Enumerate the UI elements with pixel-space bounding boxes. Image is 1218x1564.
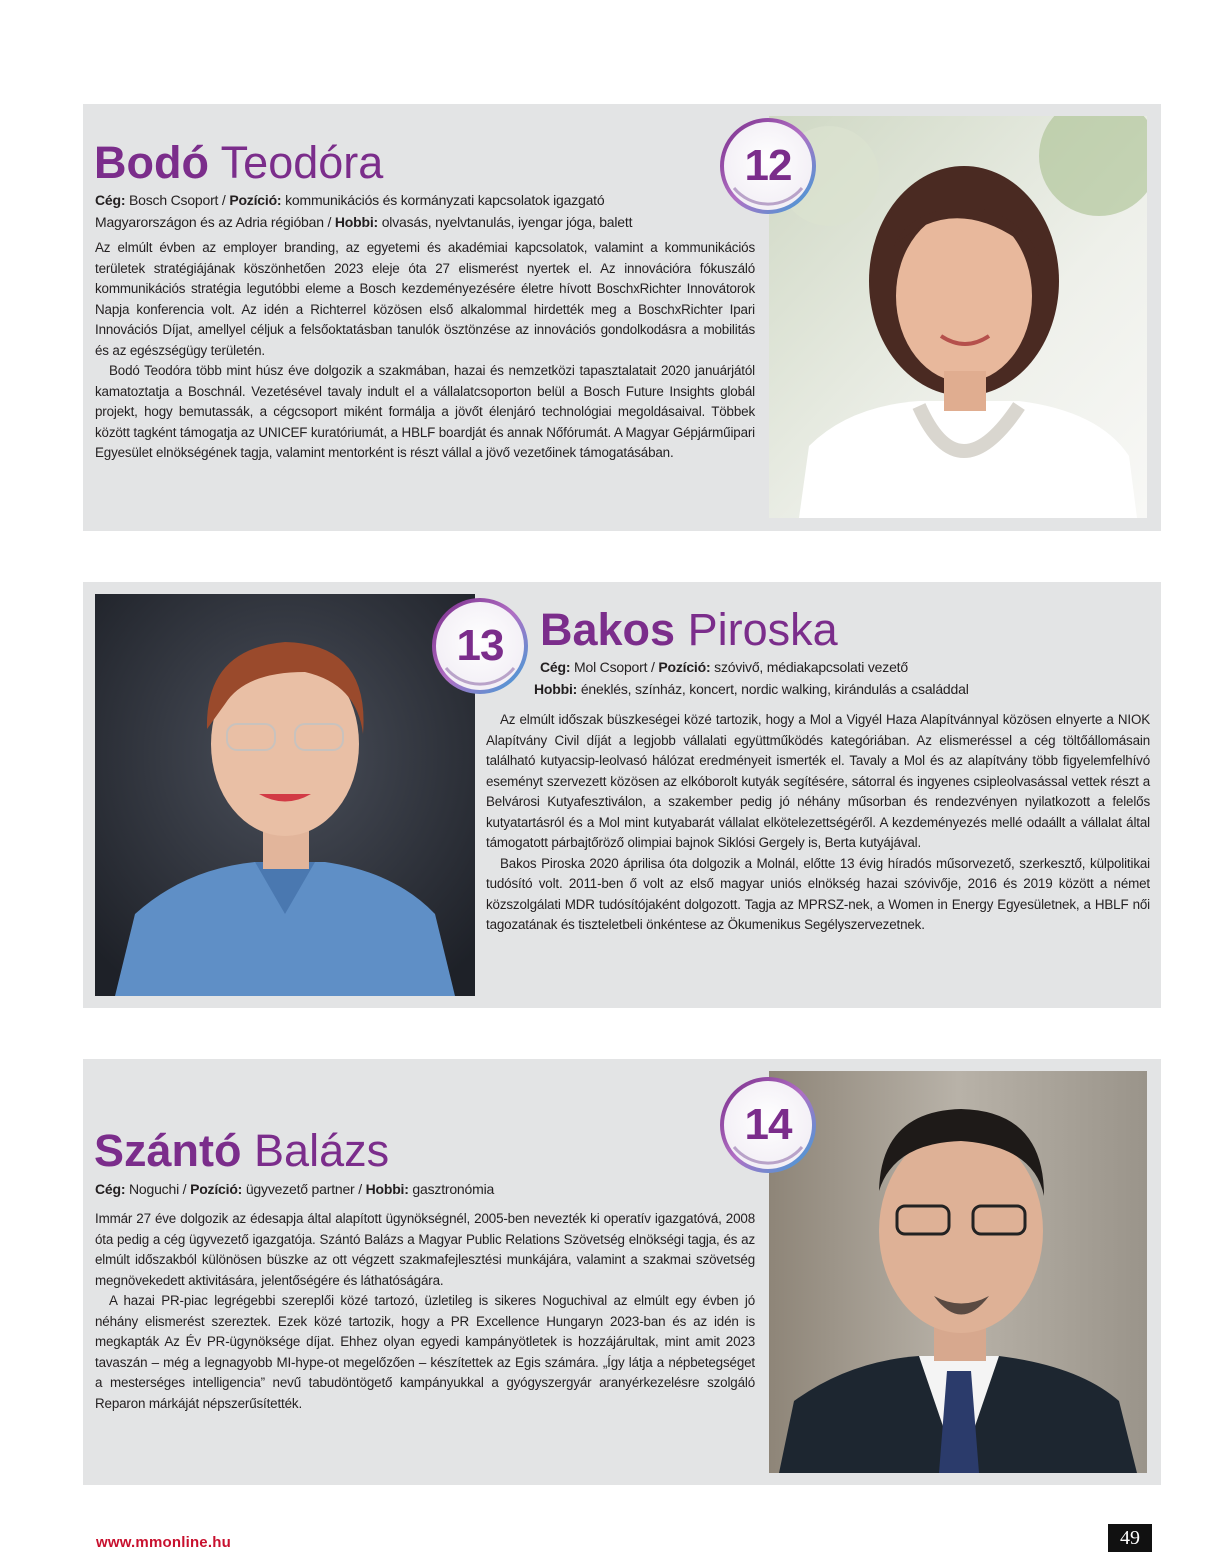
bio-paragraph: Bodó Teodóra több mint húsz éve dolgozik a szakmában, hazai és nemzetközi tapasztalatait 2020 januárjától kamatoztatja a Boschnál. Vezetésével tavaly indult el a vállalatcsoporton belül a Bosch Future Insights globál projekt, hogy bemutassák, a cégcsoport miként formálja a jövőt élenjáró technológiai megoldásaival. Többek között tagként támogatja az UNICEF kuratóriumát, a HBLF boardját és annak Nőfórumát. A Magyar Gépjárműipari Egyesület elnökségének tagja, valamint mentorként is részt vállal a jövő vezetőinek támogatásában.: [95, 363, 755, 460]
meta-line: [95, 1178, 715, 1200]
company-label: Cég:: [540, 659, 571, 675]
person-name: [540, 605, 838, 655]
portrait-photo: [769, 1071, 1147, 1473]
person-name: [94, 138, 383, 188]
person-meta: [95, 189, 715, 233]
meta-line: [95, 211, 715, 233]
bio-text: [95, 238, 755, 464]
meta-line: [540, 656, 1140, 678]
position-label: Pozíció:: [190, 1181, 243, 1197]
hobby-value: éneklés, színház, koncert, nordic walking, kirándulás a családdal: [580, 681, 969, 697]
company-label: Cég:: [95, 192, 126, 208]
surname: Bakos: [540, 604, 676, 655]
rank-number: 13: [456, 621, 504, 670]
bio-paragraph: A hazai PR-piac legrégebbi szereplői közé tartozó, üzletileg is sikeres Noguchival az elmúlt egy évben jó néhány elismerést szereztek. Ezek közé tartozik, hogy a PR Excellence Hungaryn 2023-ban és az idén is megkapták Az Év PR-ügynöksége díjat. Ehhez olyan egyedi kampányötletek is hozzájárultak, mint amit 2023 tavaszán – még a legnagyobb MI-hype-ot megelőzően – készítettek az Egis számára. „Így látja a népbetegséget a mesterséges intelligencia” nevű tabudöntögető kampányukkal a gyógyszergyár aranyérkezelésre szolgáló Reparon márkáját népszerűsítették.: [95, 1293, 755, 1411]
position-value: kommunikációs és kormányzati kapcsolatok igazgató: [285, 192, 605, 208]
profile-card-12: [83, 104, 1161, 531]
rank-number: 14: [744, 1100, 792, 1149]
company-value: Mol Csoport /: [574, 659, 659, 675]
bio-paragraph: Bakos Piroska 2020 áprilisa óta dolgozik a Molnál, előtte 13 évig híradós műsorvezető, szerkesztő, külpolitikai tudósító volt. 2011-ben ő volt az első magyar uniós elnökség hazai szóvivője, 2016 és 2019 között a német közszolgálati MDR tudósítójaként dolgozott. Tagja az MPRSZ-nek, a Women in Energy Egyesületnek, a HBLF női tagozatának és tiszteletbeli önkéntese az Ökumenikus Segélyszervezetnek.: [486, 855, 1150, 932]
website-url[interactable]: www.mmonline.hu: [96, 1534, 231, 1551]
person-meta: [95, 1178, 715, 1200]
hobby-value: olvasás, nyelvtanulás, iyengar jóga, balett: [381, 214, 633, 230]
hobby-value: gasztronómia: [412, 1181, 495, 1197]
page-number: 49: [1108, 1524, 1152, 1552]
surname: Szántó: [94, 1125, 242, 1176]
given-name: Teodóra: [220, 137, 384, 188]
given-name: Balázs: [254, 1125, 390, 1176]
profile-card-14: [83, 1059, 1161, 1485]
meta-line: [95, 189, 715, 211]
company-value: Bosch Csoport /: [129, 192, 230, 208]
company-value: Noguchi /: [129, 1181, 191, 1197]
rank-badge: [428, 594, 532, 698]
portrait-photo: [769, 116, 1147, 518]
bio-paragraph: Az elmúlt évben az employer branding, az egyetemi és akadémiai kapcsolatok, valamint a kommunikációs területek stratégiájának köszönhetően 2023 eleje óta 27 elismerést nyertek el. Az innovációra fókuszáló kommunikációs stratégia legutóbbi eleme a Bosch kezdeményezésére életre hívott BoschxRichter Innovátorok Napja konferencia volt. Az idén a Richterrel közösen első alkalommal hirdették meg a BoschxRichter Ipari Innovációs Díjat, amellyel céljuk a felsőoktatásban tanulók ösztönzése az innovációs gondolkodásra a mobilitás és az egészségügy területén.: [95, 240, 755, 358]
hobby-label: Hobbi:: [334, 214, 378, 230]
company-label: Cég:: [95, 1181, 126, 1197]
bio-text: [95, 1209, 755, 1414]
hobby-label: Hobbi:: [365, 1181, 409, 1197]
rank-number: 12: [744, 141, 792, 190]
person-meta: [534, 656, 1140, 700]
position-value-cont: Magyarországon és az Adria régióban /: [95, 214, 335, 230]
profile-card-13: [83, 582, 1161, 1008]
portrait-photo: [95, 594, 475, 996]
bio-paragraph: Az elmúlt időszak büszkeségei közé tartozik, hogy a Mol a Vigyél Haza Alapítvánnyal közösen elnyerte a NIOK Alapítvány Civil díját a legjobb vállalati együttműködés kategóriában. Az elismeréssel a cég töltőállomásain található kutyacsip-leolvasó hálózat eredményeit ismerték el. Tavaly a Mol és az alapítvány több figyelemfelhívó eseményt szervezett közösen az elkóborolt kutyák segítésére, sátorral és ingyenes csipleolvasással vettek részt a Belvárosi Kutyafesztiválon, a szakember pedig jó néhány műsorban és rendezvényen nyilatkozott a felelős kutyatartásról és a Mol mint kutyabarát vállalat elkötelezettségéről. A kezdeményezés mellé odaállt a vállalat által támogatott párbajtőröző olimpiai bajnok Siklósi Gergely is, Berta kutyájával.: [486, 712, 1150, 850]
position-value: szóvivő, médiakapcsolati vezető: [714, 659, 908, 675]
position-label: Pozíció:: [229, 192, 282, 208]
meta-line: [534, 678, 1140, 700]
bio-paragraph: Immár 27 éve dolgozik az édesapja által alapított ügynökségnél, 2005-ben nevezték ki operatív igazgatóvá, 2008 óta pedig a cég ügyvezető igazgatója. Szántó Balázs a Magyar Public Relations Szövetség elnökségi tagja, és az elmúlt időszakból különösen büszke az ott végzett szakmafejlesztési munkájára, valamint a szakmai szövetség megnövekedett aktivitására, jelentőségére és láthatóságára.: [95, 1211, 755, 1288]
position-label: Pozíció:: [658, 659, 711, 675]
position-value: ügyvezető partner /: [245, 1181, 366, 1197]
person-name: [94, 1126, 389, 1176]
given-name: Piroska: [687, 604, 838, 655]
bio-text: [486, 710, 1150, 936]
rank-badge: [716, 1073, 820, 1177]
surname: Bodó: [94, 137, 209, 188]
hobby-label: Hobbi:: [534, 681, 578, 697]
rank-badge: [716, 114, 820, 218]
